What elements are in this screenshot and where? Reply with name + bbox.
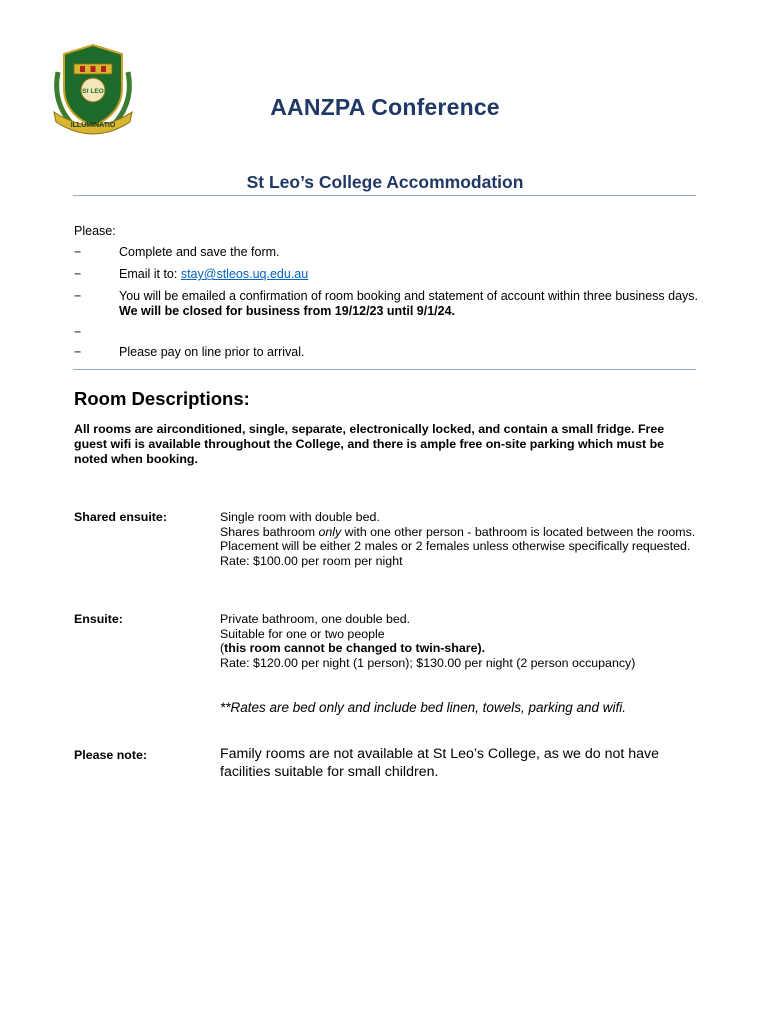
svg-text:ILLUMINATIO: ILLUMINATIO — [70, 122, 116, 129]
bullet-text: Please pay on line prior to arrival. — [119, 345, 305, 359]
list-item — [74, 345, 699, 360]
please-note-label: Please note: — [74, 748, 147, 762]
list-item — [74, 325, 699, 340]
family-rooms-note: Family rooms are not available at St Leo’s College, as we do not have facilities suitable for small children. — [220, 746, 660, 780]
bullet-dash: − — [74, 325, 82, 339]
room-descriptions-summary: All rooms are airconditioned, single, separate, electronically locked, and contain a small fridge. Free guest wifi is available throughout the College, and there is ample free on-site parking which must be noted when booking. — [74, 422, 665, 466]
svg-text:St LEO: St LEO — [82, 88, 104, 95]
ensuite-rate: Rate: $120.00 per night (1 person); $130.00 per night (2 person occupancy) — [220, 655, 636, 670]
bullet-text: Complete and save the form. — [119, 245, 280, 259]
rates-note: **Rates are bed only and include bed linen, towels, parking and wifi. — [220, 700, 627, 715]
shared-rate: Rate: $100.00 per room per night — [220, 553, 403, 568]
instructions-section — [74, 224, 699, 367]
shared-ensuite-label: Shared ensuite: — [74, 510, 167, 524]
divider-middle — [73, 369, 696, 370]
bullet-dash: − — [74, 289, 82, 303]
shared-line-2-emphasis: only — [318, 524, 342, 539]
ensuite-label: Ensuite: — [74, 612, 123, 626]
shared-line-2 — [220, 525, 700, 540]
accommodation-subtitle: St Leo’s College Accommodation — [246, 172, 524, 192]
shared-line-3: Placement will be either 2 males or 2 females unless otherwise specifically requested. — [220, 539, 691, 554]
bullet-text: You will be emailed a confirmation of room booking and statement of account within three business days. — [119, 289, 699, 303]
ensuite-details — [220, 612, 700, 670]
conference-title: AANZPA Conference — [270, 94, 500, 120]
closure-notice: We will be closed for business from 19/12/23 until 9/1/24. — [119, 303, 455, 318]
shared-ensuite-details — [220, 510, 700, 568]
bullet-dash: − — [74, 267, 82, 281]
list-item — [74, 245, 699, 260]
list-item — [74, 289, 699, 318]
bullet-dash: − — [74, 345, 82, 359]
ensuite-twin-share-notice: this room cannot be changed to twin-share). — [224, 641, 486, 656]
ensuite-line-2: Suitable for one or two people — [220, 626, 385, 641]
shared-line-2-post: with one other person - bathroom is located between the rooms. — [341, 524, 696, 539]
list-item — [74, 267, 699, 282]
ensuite-line-1: Private bathroom, one double bed. — [220, 612, 411, 626]
room-descriptions-heading: Room Descriptions: — [74, 388, 250, 409]
ensuite-line-3-open: ( — [220, 641, 225, 656]
divider-top — [73, 195, 696, 196]
bullet-dash: − — [74, 245, 82, 259]
st-leos-crest-logo — [50, 42, 136, 136]
ensuite-line-3 — [220, 641, 700, 656]
email-link[interactable]: stay@stleos.uq.edu.au — [180, 267, 309, 281]
shared-line-1: Single room with double bed. — [220, 510, 380, 524]
bullet-text: Email it to: — [119, 267, 181, 281]
shared-line-2-pre: Shares bathroom — [220, 524, 319, 539]
please-label: Please: — [74, 224, 116, 238]
